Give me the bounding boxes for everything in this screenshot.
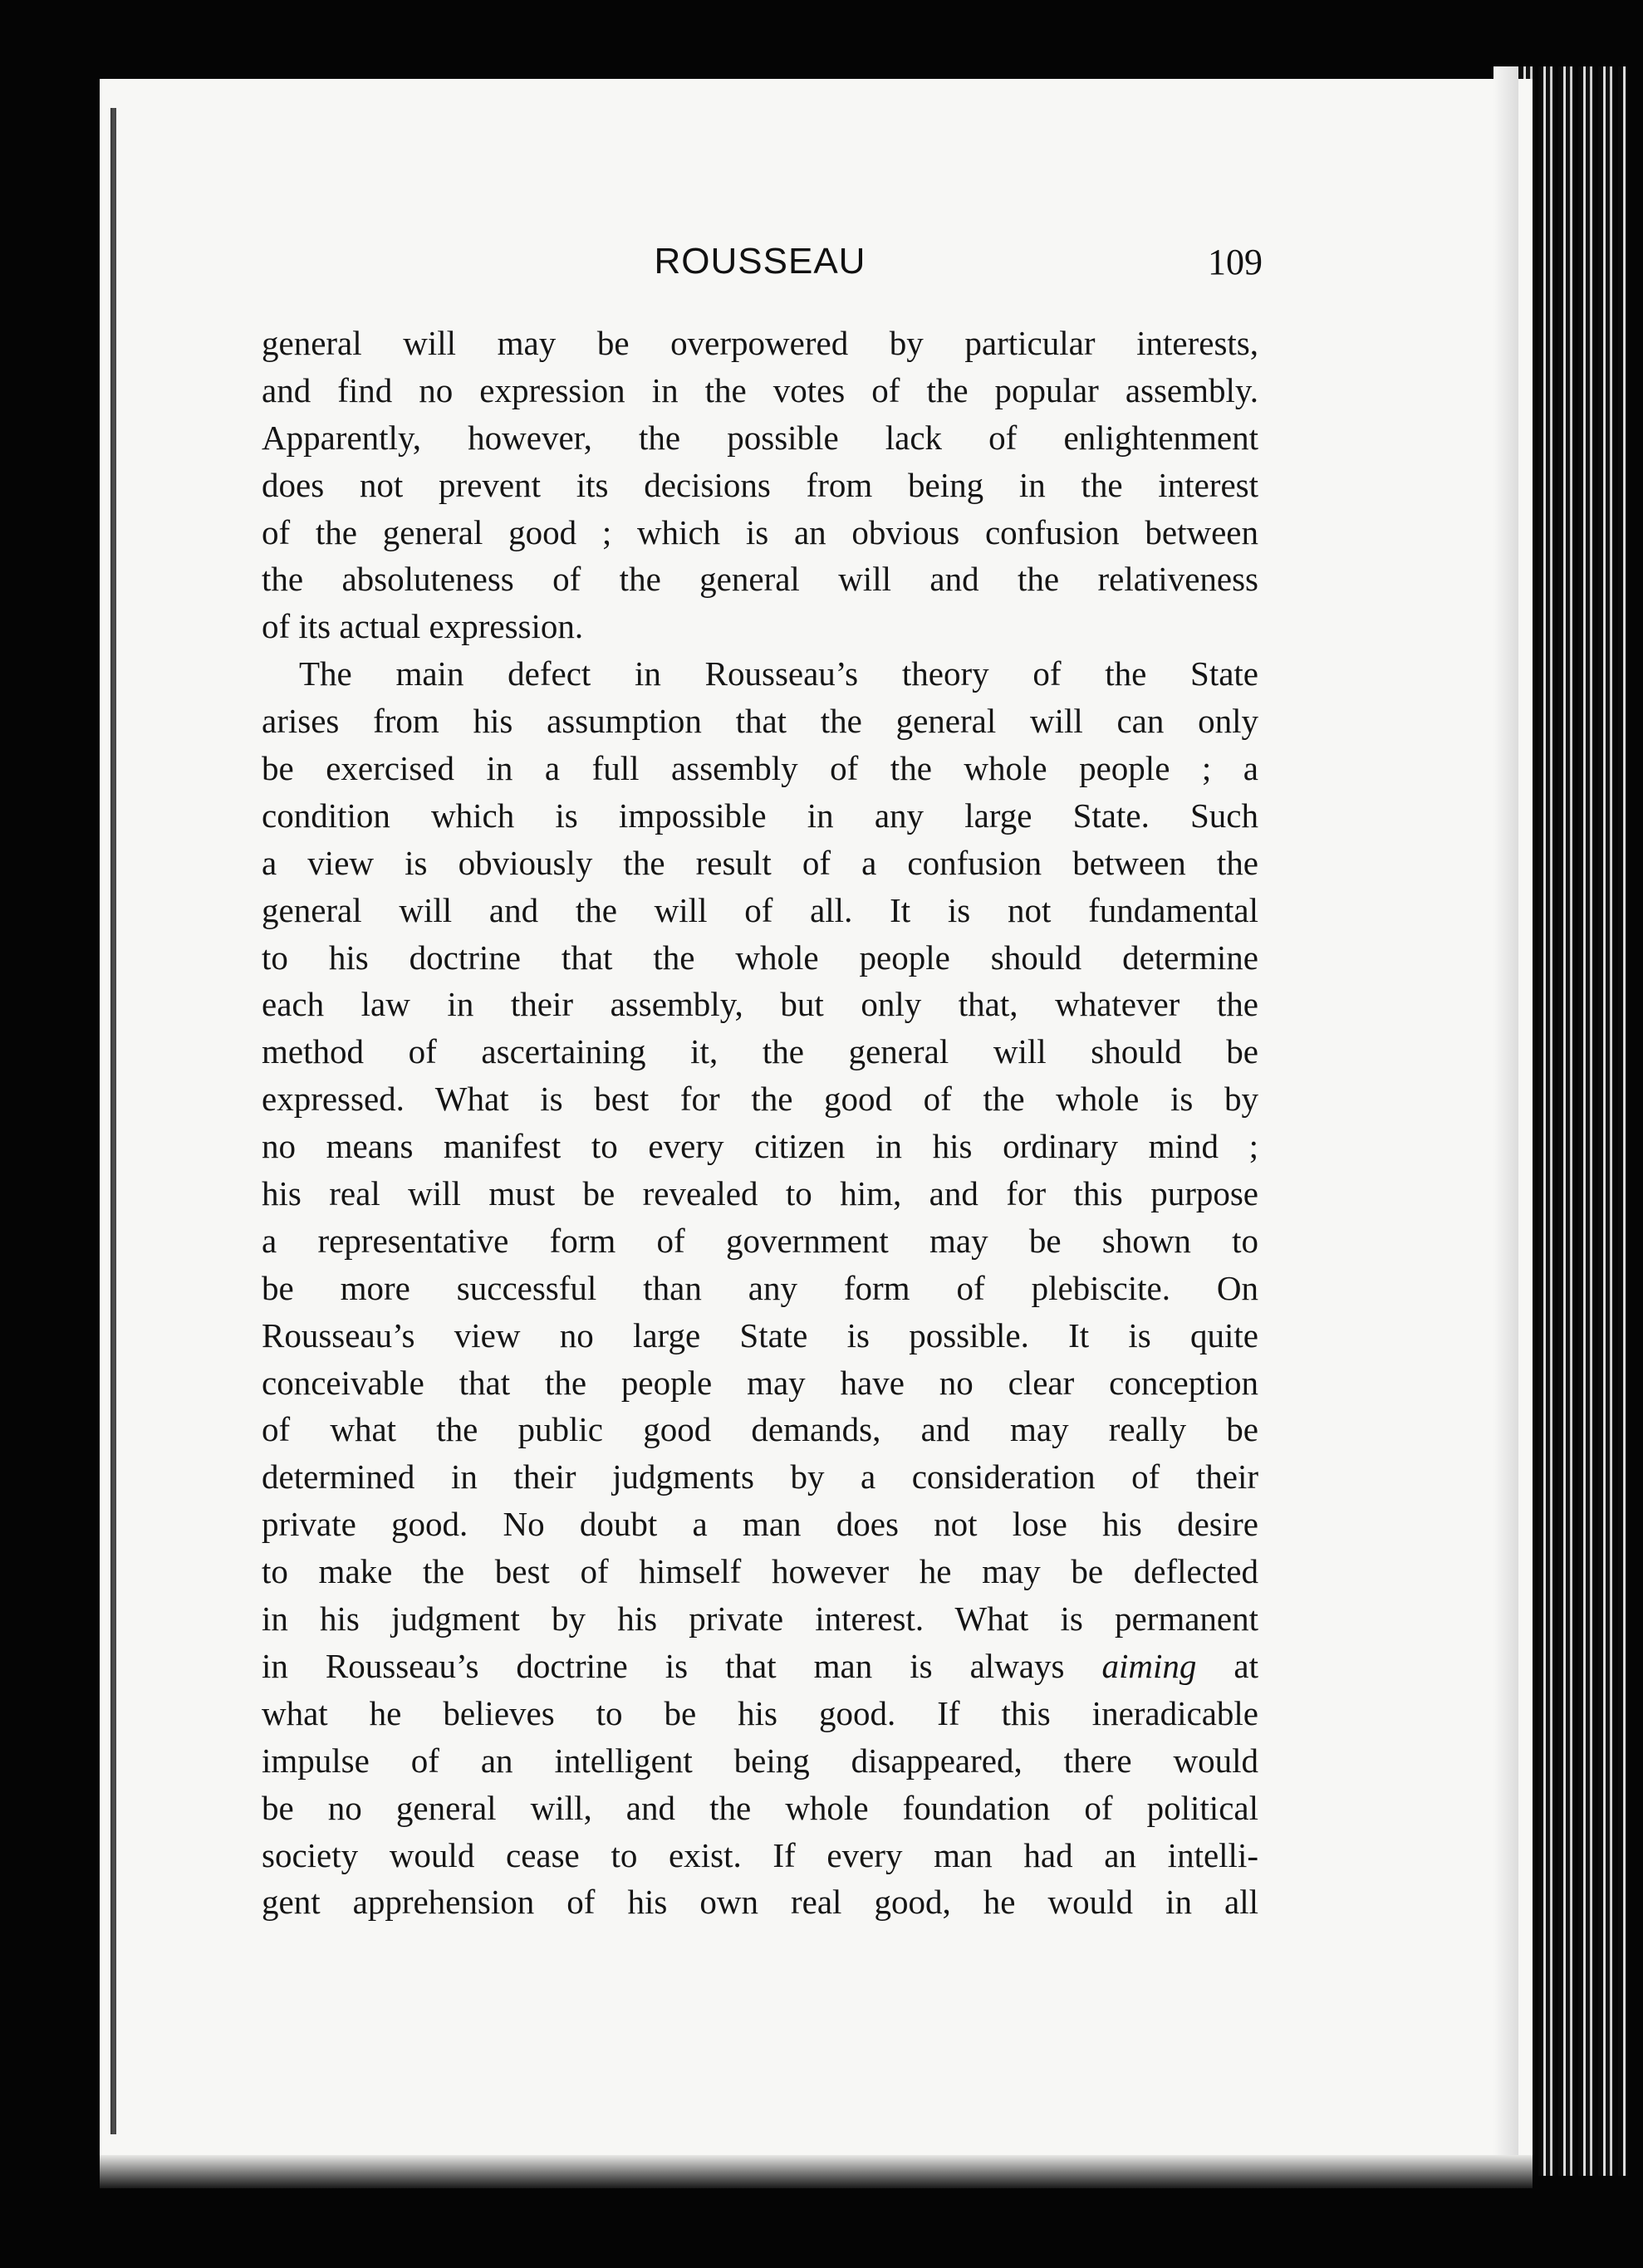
text-line: be more successful than any form of plebiscite. On (262, 1268, 1258, 1307)
page-number: 109 (1208, 242, 1263, 282)
text-line: expressed. What is best for the good of the whole is by (262, 1080, 1258, 1119)
text-line: and find no expression in the votes of the popular assembly. (262, 370, 1258, 409)
text-line: of what the public good demands, and may really be (262, 1410, 1258, 1449)
text-line: impulse of an intelligent being disappeared, there would (262, 1741, 1258, 1780)
text-line: general will may be overpowered by particular interests, (262, 324, 1258, 362)
text-fragment: in Rousseau’s doctrine is that man is always (262, 1646, 1102, 1685)
text-line: the absoluteness of the general will and the relativeness (262, 560, 1258, 599)
text-line: a view is obviously the result of a confusion between the (262, 843, 1258, 882)
text-line: to make the best of himself however he may be deflected (262, 1552, 1258, 1591)
binding-gutter (110, 108, 116, 2134)
text-line: conceivable that the people may have no clear conception (262, 1363, 1258, 1402)
text-line: determined in their judgments by a consideration of their (262, 1457, 1258, 1496)
text-line: general will and the will of all. It is not fundamental (262, 890, 1258, 929)
text-line: his real will must be revealed to him, and for this purpose (262, 1174, 1258, 1213)
text-line: Apparently, however, the possible lack of enlightenment (262, 418, 1258, 457)
text-line: arises from his assumption that the general will can only (262, 702, 1258, 741)
text-line-with-italic (262, 1643, 1258, 1690)
body-text (262, 320, 1258, 1926)
page-bottom-edge (100, 2155, 1533, 2188)
page-header (262, 241, 1263, 291)
text-line: does not prevent its decisions from being in the interest (262, 465, 1258, 504)
text-line: each law in their assembly, but only that, whatever the (262, 985, 1258, 1024)
text-line: condition which is impossible in any large State. Such (262, 796, 1258, 835)
text-line: method of ascertaining it, the general will should be (262, 1032, 1258, 1071)
text-line: private good. No doubt a man does not lose his desire (262, 1505, 1258, 1544)
text-line: be no general will, and the whole foundation of political (262, 1788, 1258, 1827)
text-line: Rousseau’s view no large State is possible. It is quite (262, 1315, 1258, 1354)
page-edges (1518, 66, 1626, 2176)
page-edge-shadow (1493, 66, 1518, 2176)
text-line: in his judgment by his private interest. What is permanent (262, 1599, 1258, 1639)
italic-word: aiming (1101, 1646, 1197, 1685)
text-fragment: at (1196, 1646, 1258, 1685)
text-line: of its actual expression. (262, 607, 584, 646)
running-head: ROUSSEAU (654, 241, 866, 282)
paragraph-first-line: The main defect in Rousseau’s theory of the State (299, 654, 1258, 693)
text-line: society would cease to exist. If every man had an intelli- (262, 1835, 1258, 1874)
text-line: what he believes to be his good. If this ineradicable (262, 1693, 1258, 1732)
text-line: be exercised in a full assembly of the whole people ; a (262, 749, 1258, 788)
text-line: no means manifest to every citizen in his ordinary mind ; (262, 1127, 1258, 1166)
text-line: to his doctrine that the whole people should determine (262, 938, 1258, 977)
text-line: gent apprehension of his own real good, he would in all (262, 1883, 1258, 1922)
text-line: of the general good ; which is an obvious confusion between (262, 512, 1258, 551)
text-line: a representative form of government may be shown to (262, 1221, 1258, 1260)
